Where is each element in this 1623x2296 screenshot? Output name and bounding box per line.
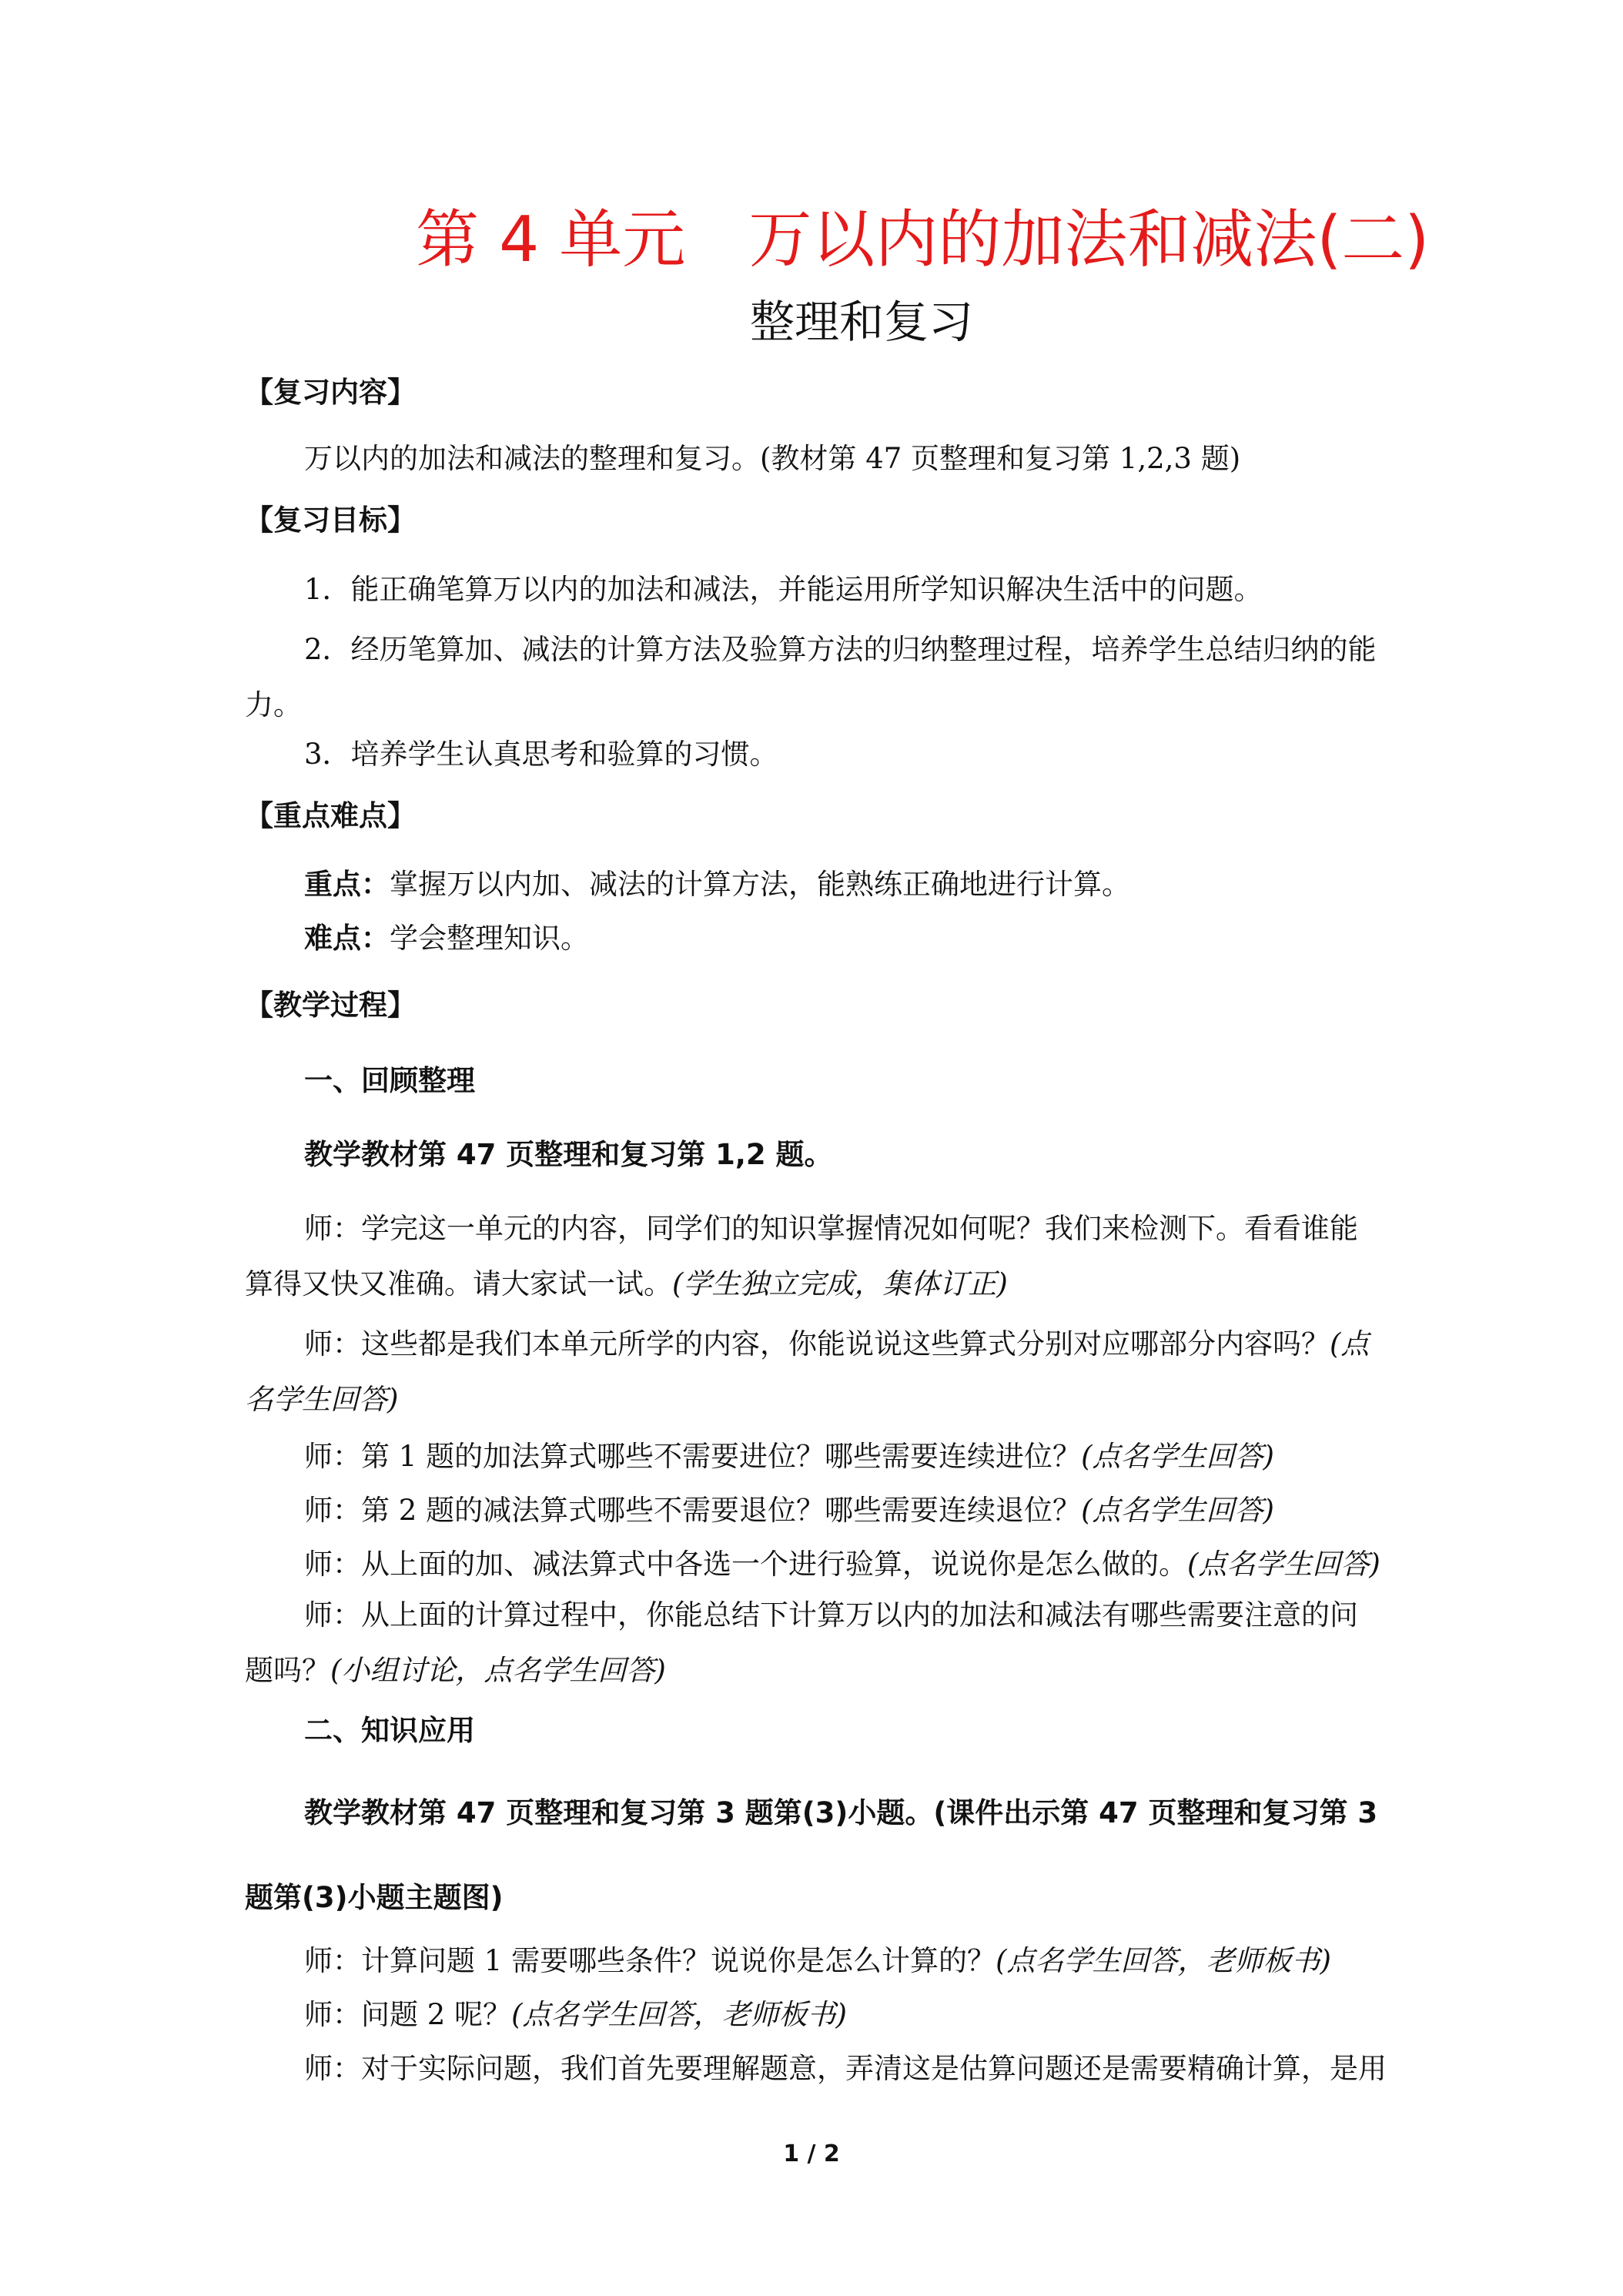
difficult-label: 难点： <box>304 922 390 955</box>
lesson-subtitle: 整理和复习 <box>749 296 973 348</box>
activity-note: (点名学生回答) <box>245 1327 1370 1416</box>
dialog-paragraph <box>245 1201 1384 1312</box>
review-goal-item: 1．能正确笔算万以内的加法和减法，并能运用所学知识解决生活中的问题。 <box>304 573 1263 606</box>
dialog-paragraph <box>304 1944 1444 1978</box>
difficult-text: 学会整理知识。 <box>390 922 589 955</box>
dialog-paragraph <box>304 1998 1444 2032</box>
unit-name: 万以内的加法和减法(二) <box>748 203 1430 276</box>
page-number: 1 / 2 <box>783 2140 840 2167</box>
review-content-heading: 【复习内容】 <box>245 376 416 409</box>
review-goal-item: 2．经历笔算加、减法的计算方法及验算方法的归纳整理过程，培养学生总结归纳的能力。 <box>245 633 1377 721</box>
teacher-line: 师：从上面的计算过程中，你能总结下计算万以内的加法和减法有哪些需要注意的问题吗？ <box>245 1598 1358 1687</box>
unit-number: 第 4 单元 <box>416 203 686 276</box>
teacher-line: 师：第 1 题的加法算式哪些不需要进位？哪些需要连续进位？ <box>304 1440 1082 1473</box>
activity-note: (学生独立完成，集体订正) <box>672 1267 1008 1300</box>
section-task: 教学教材第 47 页整理和复习第 3 题第(3)小题。(课件出示第 47 页整理和复习第 3 题第(3)小题主题图) <box>245 1796 1378 1914</box>
activity-note: (小组讨论，点名学生回答) <box>330 1654 666 1687</box>
teacher-line: 师：从上面的加、减法算式中各选一个进行验算，说说你是怎么做的。 <box>304 1548 1187 1581</box>
activity-note: (点名学生回答，老师板书) <box>511 1998 847 2031</box>
process-heading: 【教学过程】 <box>245 989 416 1022</box>
activity-note: (点名学生回答) <box>1081 1494 1274 1527</box>
unit-title <box>416 202 1494 279</box>
section-heading: 二、知识应用 <box>304 1714 475 1747</box>
review-goal-item: 3．培养学生认真思考和验算的习惯。 <box>304 738 778 771</box>
section-task: 教学教材第 47 页整理和复习第 1,2 题。 <box>304 1138 833 1171</box>
key-point <box>304 868 1444 902</box>
dialog-paragraph <box>304 2052 1444 2086</box>
difficult-point <box>304 922 1444 956</box>
key-label: 重点： <box>304 868 390 901</box>
activity-note: (点名学生回答) <box>1081 1440 1274 1473</box>
teacher-line: 师：第 2 题的减法算式哪些不需要退位？哪些需要连续退位？ <box>304 1494 1082 1527</box>
key-points-heading: 【重点难点】 <box>245 799 416 832</box>
section-heading: 一、回顾整理 <box>304 1064 475 1097</box>
review-goals-heading: 【复习目标】 <box>245 504 416 537</box>
dialog-paragraph <box>245 1588 1384 1699</box>
key-text: 掌握万以内加、减法的计算方法，能熟练正确地进行计算。 <box>390 868 1130 901</box>
review-content-text: 万以内的加法和减法的整理和复习。(教材第 47 页整理和复习第 1,2,3 题) <box>304 442 1241 475</box>
teacher-line: 师：问题 2 呢？ <box>304 1998 512 2031</box>
dialog-paragraph <box>304 1548 1444 1581</box>
teacher-line: 师：这些都是我们本单元所学的内容，你能说说这些算式分别对应哪部分内容吗？ <box>304 1327 1330 1361</box>
dialog-paragraph <box>304 1494 1444 1528</box>
dialog-paragraph <box>304 1440 1444 1474</box>
teacher-line: 师：对于实际问题，我们首先要理解题意，弄清这是估算问题还是需要精确计算，是用 <box>304 2052 1387 2085</box>
activity-note: (点名学生回答，老师板书) <box>996 1944 1331 1977</box>
teacher-line: 师：计算问题 1 需要哪些条件？说说你是怎么计算的？ <box>304 1944 996 1977</box>
dialog-paragraph <box>245 1317 1384 1427</box>
activity-note: (点名学生回答) <box>1187 1548 1380 1581</box>
teacher-line: 师：学完这一单元的内容，同学们的知识掌握情况如何呢？我们来检测下。看看谁能算得又快又准确。请大家试一试。 <box>245 1212 1358 1300</box>
